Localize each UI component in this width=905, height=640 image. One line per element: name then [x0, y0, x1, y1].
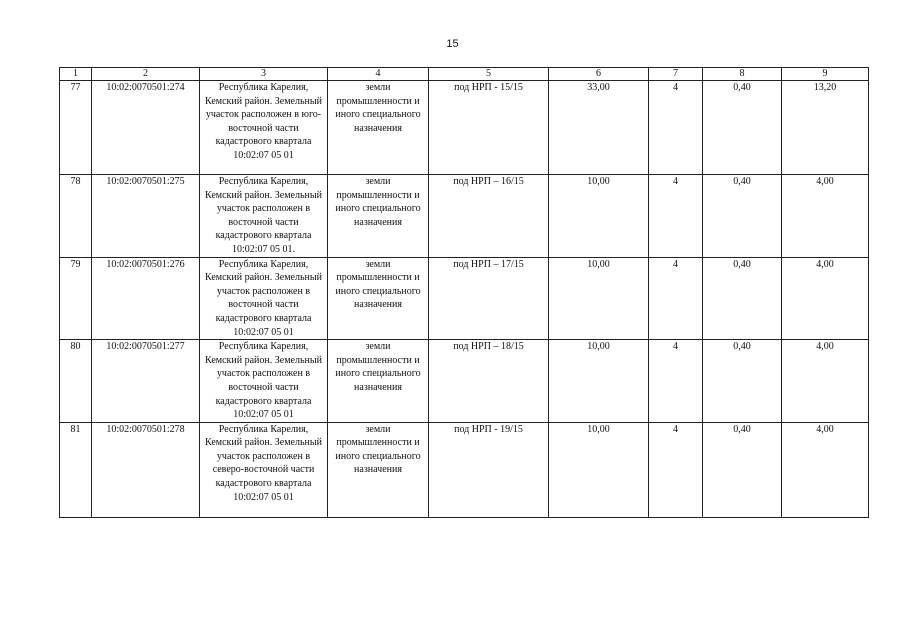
table-row	[60, 422, 869, 517]
plot-location: Республика Карелия, Кемский район. Земельный участок расположен в восточной части кадастрового квартала 10:02:07 05 01.	[200, 175, 328, 258]
column-header: 1	[60, 68, 92, 81]
column-7-value: 4	[649, 340, 703, 423]
cadastral-number: 10:02:0070501:275	[92, 175, 200, 258]
column-8-value: 0,40	[703, 422, 782, 517]
column-8-value: 0,40	[703, 175, 782, 258]
column-header: 9	[782, 68, 869, 81]
row-number: 79	[60, 257, 92, 340]
column-header: 8	[703, 68, 782, 81]
page-number: 15	[446, 38, 459, 50]
column-header: 5	[429, 68, 549, 81]
column-9-value: 4,00	[782, 175, 869, 258]
row-number: 78	[60, 175, 92, 258]
column-8-value: 0,40	[703, 257, 782, 340]
column-header: 2	[92, 68, 200, 81]
column-9-value: 4,00	[782, 422, 869, 517]
table-row	[60, 81, 869, 175]
cadastral-number: 10:02:0070501:276	[92, 257, 200, 340]
column-7-value: 4	[649, 422, 703, 517]
column-9-value: 4,00	[782, 257, 869, 340]
column-header: 3	[200, 68, 328, 81]
plot-purpose: под НРП – 17/15	[429, 257, 549, 340]
column-header: 4	[328, 68, 429, 81]
plot-location: Республика Карелия, Кемский район. Земельный участок расположен в юго-восточной части кадастрового квартала 10:02:07 05 01	[200, 81, 328, 175]
plot-area: 10,00	[549, 175, 649, 258]
plot-purpose: под НРП - 19/15	[429, 422, 549, 517]
cadastral-number: 10:02:0070501:278	[92, 422, 200, 517]
table-header-row	[60, 68, 869, 81]
plot-purpose: под НРП – 18/15	[429, 340, 549, 423]
table-row	[60, 175, 869, 258]
plot-area: 10,00	[549, 340, 649, 423]
column-header: 6	[549, 68, 649, 81]
land-category: земли промышленности и иного специального назначения	[328, 257, 429, 340]
land-plots-table	[59, 67, 869, 518]
plot-purpose: под НРП - 15/15	[429, 81, 549, 175]
land-category: земли промышленности и иного специального назначения	[328, 81, 429, 175]
plot-location: Республика Карелия, Кемский район. Земельный участок расположен в северо-восточной части кадастрового квартала 10:02:07 05 01	[200, 422, 328, 517]
column-8-value: 0,40	[703, 81, 782, 175]
land-category: земли промышленности и иного специального назначения	[328, 422, 429, 517]
plot-location: Республика Карелия, Кемский район. Земельный участок расположен в восточной части кадастрового квартала 10:02:07 05 01	[200, 257, 328, 340]
row-number: 77	[60, 81, 92, 175]
column-7-value: 4	[649, 175, 703, 258]
plot-location: Республика Карелия, Кемский район. Земельный участок расположен в восточной части кадастрового квартала 10:02:07 05 01	[200, 340, 328, 423]
row-number: 80	[60, 340, 92, 423]
cadastral-number: 10:02:0070501:277	[92, 340, 200, 423]
row-number: 81	[60, 422, 92, 517]
column-9-value: 13,20	[782, 81, 869, 175]
land-category: земли промышленности и иного специального назначения	[328, 175, 429, 258]
plot-area: 10,00	[549, 422, 649, 517]
column-header: 7	[649, 68, 703, 81]
plot-area: 33,00	[549, 81, 649, 175]
plot-purpose: под НРП – 16/15	[429, 175, 549, 258]
table-row	[60, 340, 869, 423]
cadastral-number: 10:02:0070501:274	[92, 81, 200, 175]
column-9-value: 4,00	[782, 340, 869, 423]
plot-area: 10,00	[549, 257, 649, 340]
land-category: земли промышленности и иного специального назначения	[328, 340, 429, 423]
column-7-value: 4	[649, 81, 703, 175]
column-8-value: 0,40	[703, 340, 782, 423]
table-row	[60, 257, 869, 340]
column-7-value: 4	[649, 257, 703, 340]
